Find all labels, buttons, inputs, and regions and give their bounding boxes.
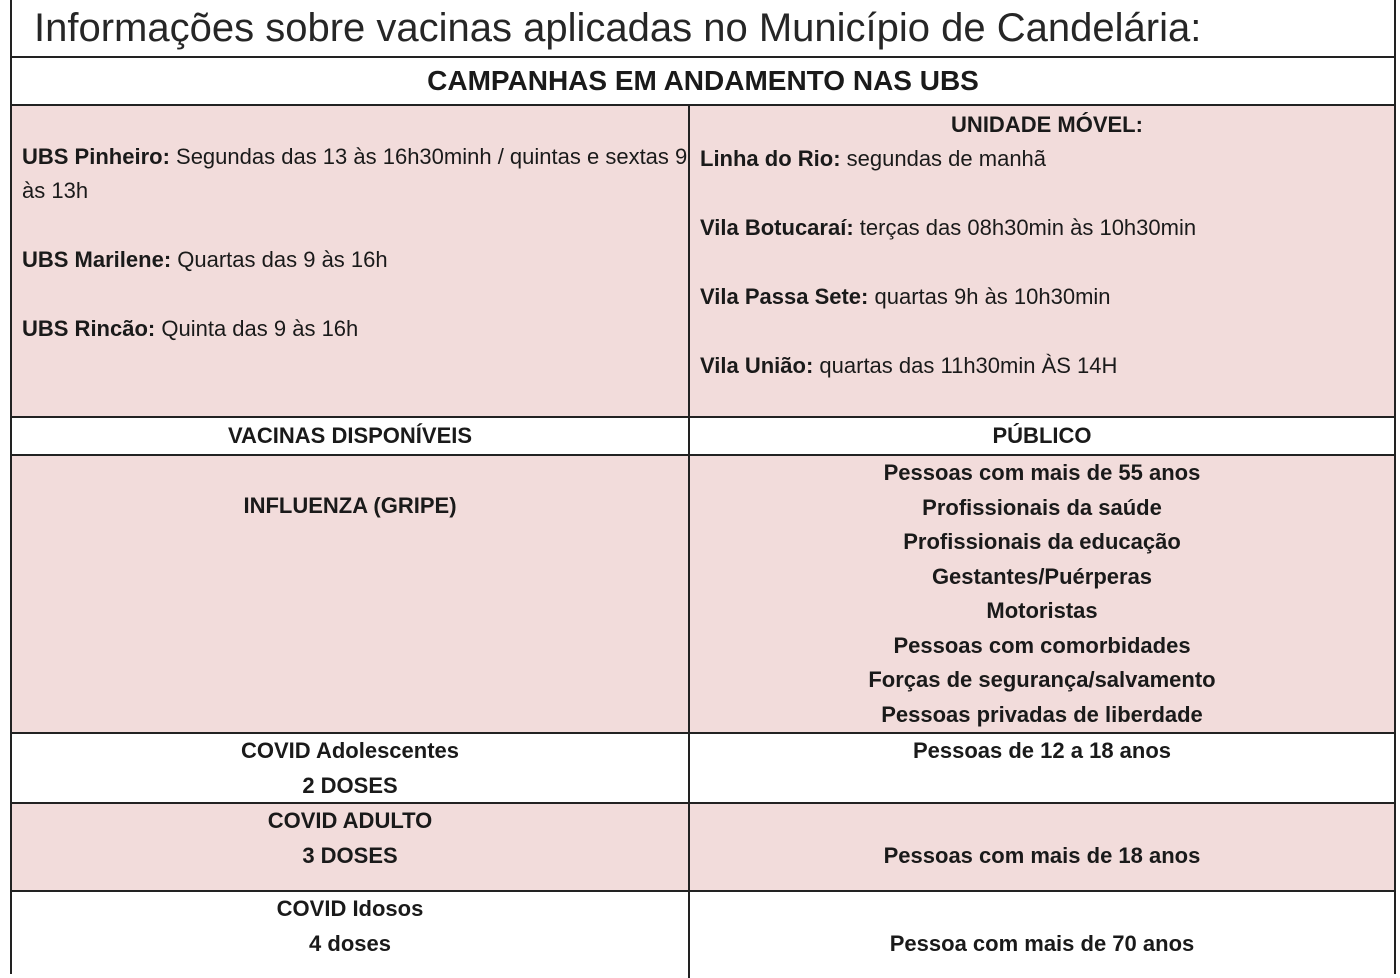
- covid-adulto-row: [12, 804, 1394, 892]
- vaccine-doses: 4 doses: [309, 930, 391, 956]
- influenza-public: [690, 456, 1394, 732]
- ubs-schedule: Quinta das 9 às 16h: [155, 316, 359, 341]
- covid-idosos-vaccine: [12, 892, 690, 978]
- influenza-vaccine: INFLUENZA (GRIPE): [12, 456, 690, 732]
- public-item: Gestantes/Puérperas: [931, 563, 1153, 589]
- covid-idosos-row: [12, 892, 1394, 978]
- vaccine-info-sheet: [10, 0, 1396, 974]
- mobile-stop: [700, 211, 1394, 245]
- stop-name: Vila Passa Sete:: [700, 284, 869, 309]
- stop-schedule: segundas de manhã: [840, 146, 1047, 171]
- public-item: Motoristas: [986, 598, 1098, 623]
- ubs-item: [22, 312, 688, 346]
- vaccine-name: COVID ADULTO: [267, 808, 433, 833]
- ubs-schedule: Quartas das 9 às 16h: [171, 247, 388, 272]
- ubs-name: UBS Marilene:: [22, 247, 172, 272]
- mobile-stop: [700, 280, 1394, 314]
- covid-adulto-public: Pessoas com mais de 18 anos: [883, 843, 1201, 868]
- public-item: Pessoas privadas de liberdade: [881, 701, 1203, 727]
- stop-schedule: quartas 9h às 10h30min: [868, 284, 1111, 309]
- public-item: Pessoas com mais de 55 anos: [883, 460, 1201, 485]
- public-item: Profissionais da saúde: [922, 494, 1162, 520]
- public-column-header: PÚBLICO: [992, 423, 1092, 448]
- ubs-item: [22, 140, 688, 208]
- schedule-row: [12, 106, 1394, 418]
- public-item: Pessoas com comorbidades: [893, 632, 1191, 658]
- ubs-schedule: Segundas das 13 às 16h30minh / quintas e sextas 9 às 13h: [22, 144, 688, 203]
- vaccine-name: COVID Adolescentes: [240, 738, 460, 763]
- ubs-schedule-cell: [12, 106, 690, 416]
- public-item: Profissionais da educação: [903, 529, 1181, 554]
- vaccines-column-header: VACINAS DISPONÍVEIS: [12, 418, 690, 454]
- stop-schedule: quartas das 11h30min ÀS 14H: [813, 353, 1118, 378]
- covid-idosos-public: Pessoa com mais de 70 anos: [889, 931, 1195, 956]
- covid-adolescentes-vaccine: [12, 734, 690, 802]
- mobile-stop: [700, 142, 1394, 176]
- campaign-header: CAMPANHAS EM ANDAMENTO NAS UBS: [427, 65, 979, 96]
- covid-adolescentes-public: Pessoas de 12 a 18 anos: [912, 738, 1172, 763]
- vaccine-name: COVID Idosos: [276, 896, 424, 921]
- stop-schedule: terças das 08h30min às 10h30min: [853, 215, 1197, 240]
- mobile-unit-cell: [690, 106, 1394, 416]
- stop-name: Vila União:: [700, 353, 814, 378]
- stop-name: Vila Botucaraí:: [700, 215, 854, 240]
- ubs-name: UBS Pinheiro:: [22, 144, 170, 169]
- influenza-row: [12, 456, 1394, 734]
- vaccine-doses: 3 DOSES: [302, 842, 398, 868]
- vaccine-doses: 2 DOSES: [302, 772, 398, 798]
- page-title: Informações sobre vacinas aplicadas no Município de Candelária:: [12, 0, 1394, 58]
- ubs-item: [22, 243, 688, 277]
- covid-adulto-vaccine: [12, 804, 690, 890]
- mobile-stop: [700, 349, 1394, 383]
- table-header-row: [12, 418, 1394, 456]
- mobile-unit-header: UNIDADE MÓVEL:: [951, 112, 1143, 137]
- stop-name: Linha do Rio:: [700, 146, 841, 171]
- covid-adolescentes-row: [12, 734, 1394, 804]
- ubs-name: UBS Rincão:: [22, 316, 156, 341]
- campaign-header-row: [12, 58, 1394, 106]
- public-item: Forças de segurança/salvamento: [868, 667, 1216, 692]
